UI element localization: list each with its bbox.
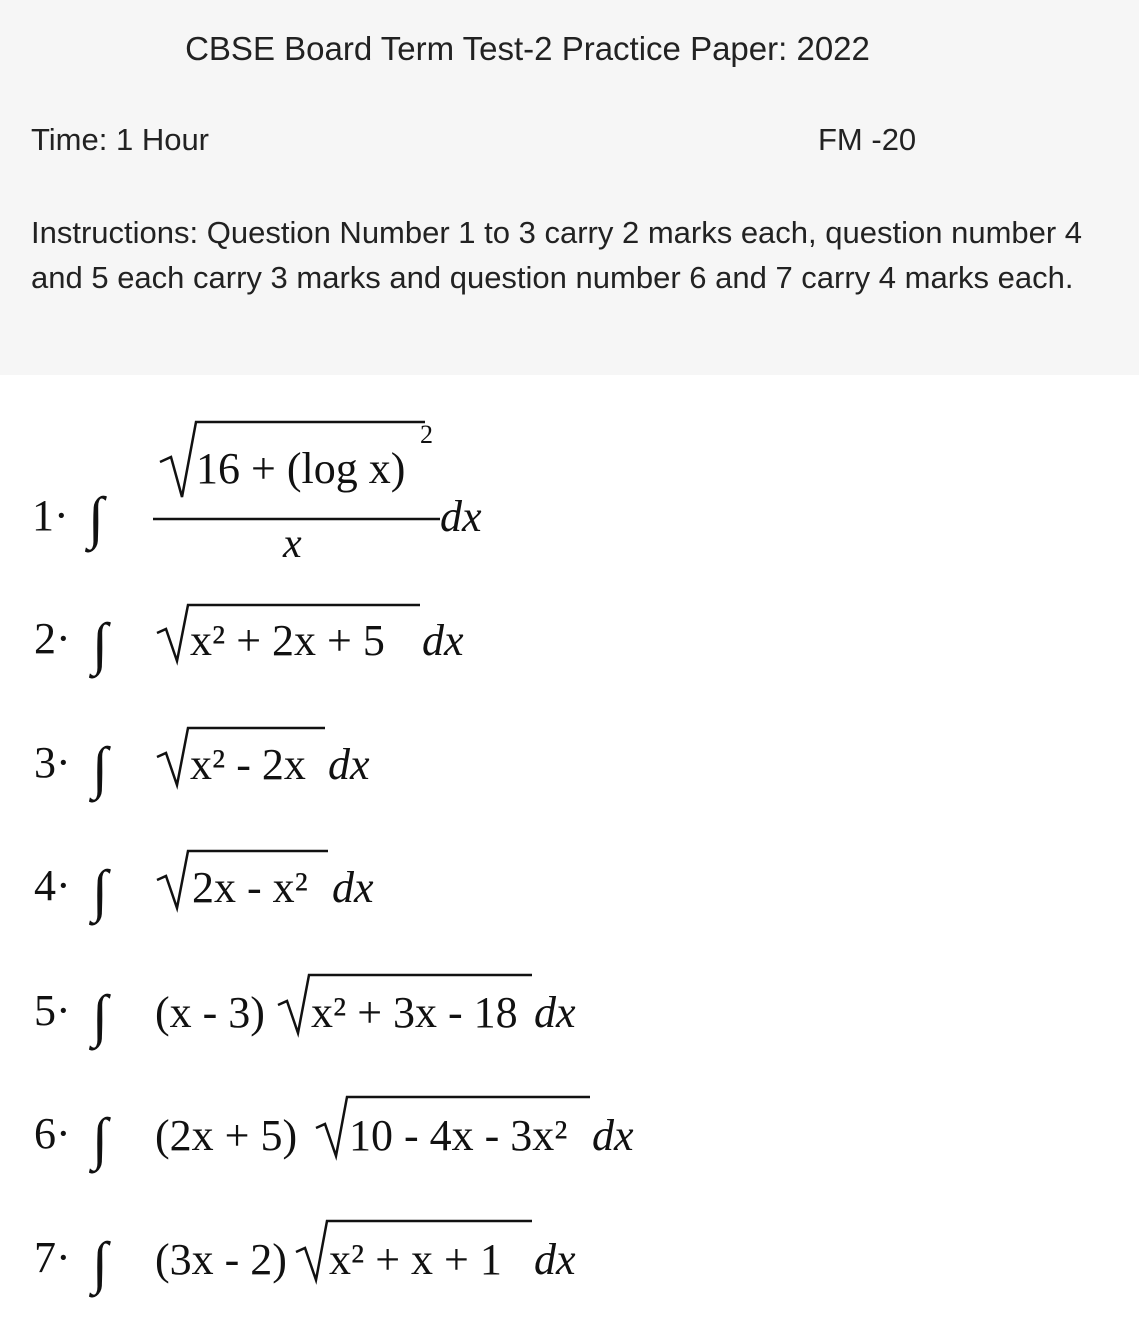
question-number: 6· — [34, 1109, 71, 1158]
question-5 — [34, 975, 576, 1051]
paper-header — [0, 0, 1139, 375]
integral-sign-icon: ∫ — [92, 735, 108, 800]
question-number: 5· — [34, 986, 71, 1035]
factor: (x - 3) — [155, 988, 265, 1037]
radicand: 10 - 4x - 3x² — [349, 1111, 568, 1160]
integral-sign-icon: ∫ — [92, 858, 108, 923]
integral-sign-icon: ∫ — [92, 1230, 108, 1295]
numerator: 16 + (log x) — [196, 444, 406, 493]
integral-sign-icon: ∫ — [88, 485, 104, 550]
question-number: 1· — [32, 491, 69, 540]
question-7 — [34, 1221, 576, 1298]
integral-sign-icon: ∫ — [92, 983, 108, 1048]
question-number: 7· — [34, 1233, 71, 1282]
question-number: 2· — [34, 614, 71, 663]
differential: dx — [534, 1235, 576, 1284]
full-marks-label: FM -20 — [818, 122, 917, 157]
paper-title: CBSE Board Term Test-2 Practice Paper: 2022 — [185, 30, 870, 67]
instructions-text: Instructions: Question Number 1 to 3 carry 2 marks each, question number 4 and 5 each carry 3 marks and question number 6 and 7 carry 4 marks each. — [31, 215, 1083, 295]
question-4 — [34, 851, 374, 926]
time-label: Time: 1 Hour — [31, 122, 210, 157]
question-3 — [34, 728, 370, 803]
differential: dx — [332, 863, 374, 912]
denominator: x — [283, 521, 302, 567]
differential: dx — [440, 492, 482, 541]
question-number: 3· — [34, 738, 71, 787]
differential: dx — [422, 616, 464, 665]
radicand: 2x - x² — [192, 863, 308, 912]
factor: (3x - 2) — [155, 1235, 287, 1284]
differential: dx — [534, 988, 576, 1037]
differential: dx — [592, 1111, 634, 1160]
radicand: x² + 3x - 18 — [311, 988, 518, 1037]
factor: (2x + 5) — [155, 1111, 298, 1160]
questions-list — [0, 375, 1139, 1335]
question-1 — [32, 420, 482, 567]
radicand: x² + 2x + 5 — [190, 616, 385, 665]
question-6 — [34, 1097, 634, 1174]
radicand: x² - 2x — [190, 740, 306, 789]
differential: dx — [328, 740, 370, 789]
integral-sign-icon: ∫ — [92, 611, 108, 676]
exponent: 2 — [420, 420, 433, 449]
radicand: x² + x + 1 — [329, 1235, 502, 1284]
integral-sign-icon: ∫ — [92, 1106, 108, 1171]
question-2 — [34, 605, 464, 679]
question-number: 4· — [34, 861, 71, 910]
